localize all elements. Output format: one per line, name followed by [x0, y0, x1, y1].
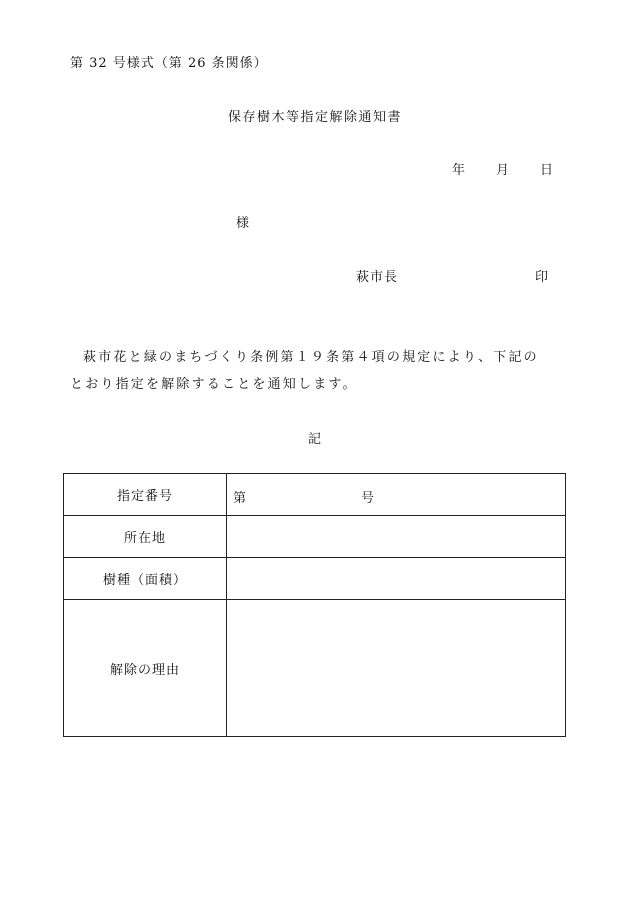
- document-title: 保存樹木等指定解除通知書: [227, 110, 402, 125]
- addressee-suffix: 様: [236, 216, 251, 231]
- label-designation-number: 指定番号: [64, 474, 227, 516]
- label-cancellation-reason: 解除の理由: [64, 600, 227, 737]
- table-row: [64, 474, 566, 516]
- date-day: 日: [540, 163, 555, 178]
- value-cancellation-reason: [227, 600, 566, 737]
- form-number: 第 32 号様式（第 26 条関係）: [70, 56, 268, 71]
- seal-mark: 印: [535, 270, 550, 285]
- date-line: [452, 159, 554, 178]
- date-month: 月: [496, 163, 511, 178]
- value-location: [227, 516, 566, 558]
- label-location: 所在地: [64, 516, 227, 558]
- value-tree-species: [227, 558, 566, 600]
- notice-body: 萩市花と緑のまちづくり条例第１９条第４項の規定により、下記のとおり指定を解除することを通知します。: [70, 350, 539, 392]
- number-suffix: 号: [361, 491, 376, 506]
- table-row: [64, 516, 566, 558]
- ki-heading: 記: [307, 432, 322, 447]
- number-prefix: 第: [233, 491, 248, 506]
- date-year: 年: [452, 163, 467, 178]
- table-row: [64, 558, 566, 600]
- value-designation-number: [227, 474, 566, 516]
- table-row: [64, 600, 566, 737]
- detail-table: [63, 473, 566, 737]
- label-tree-species: 樹種（面積）: [64, 558, 227, 600]
- issuer-name: 萩市長: [356, 270, 399, 285]
